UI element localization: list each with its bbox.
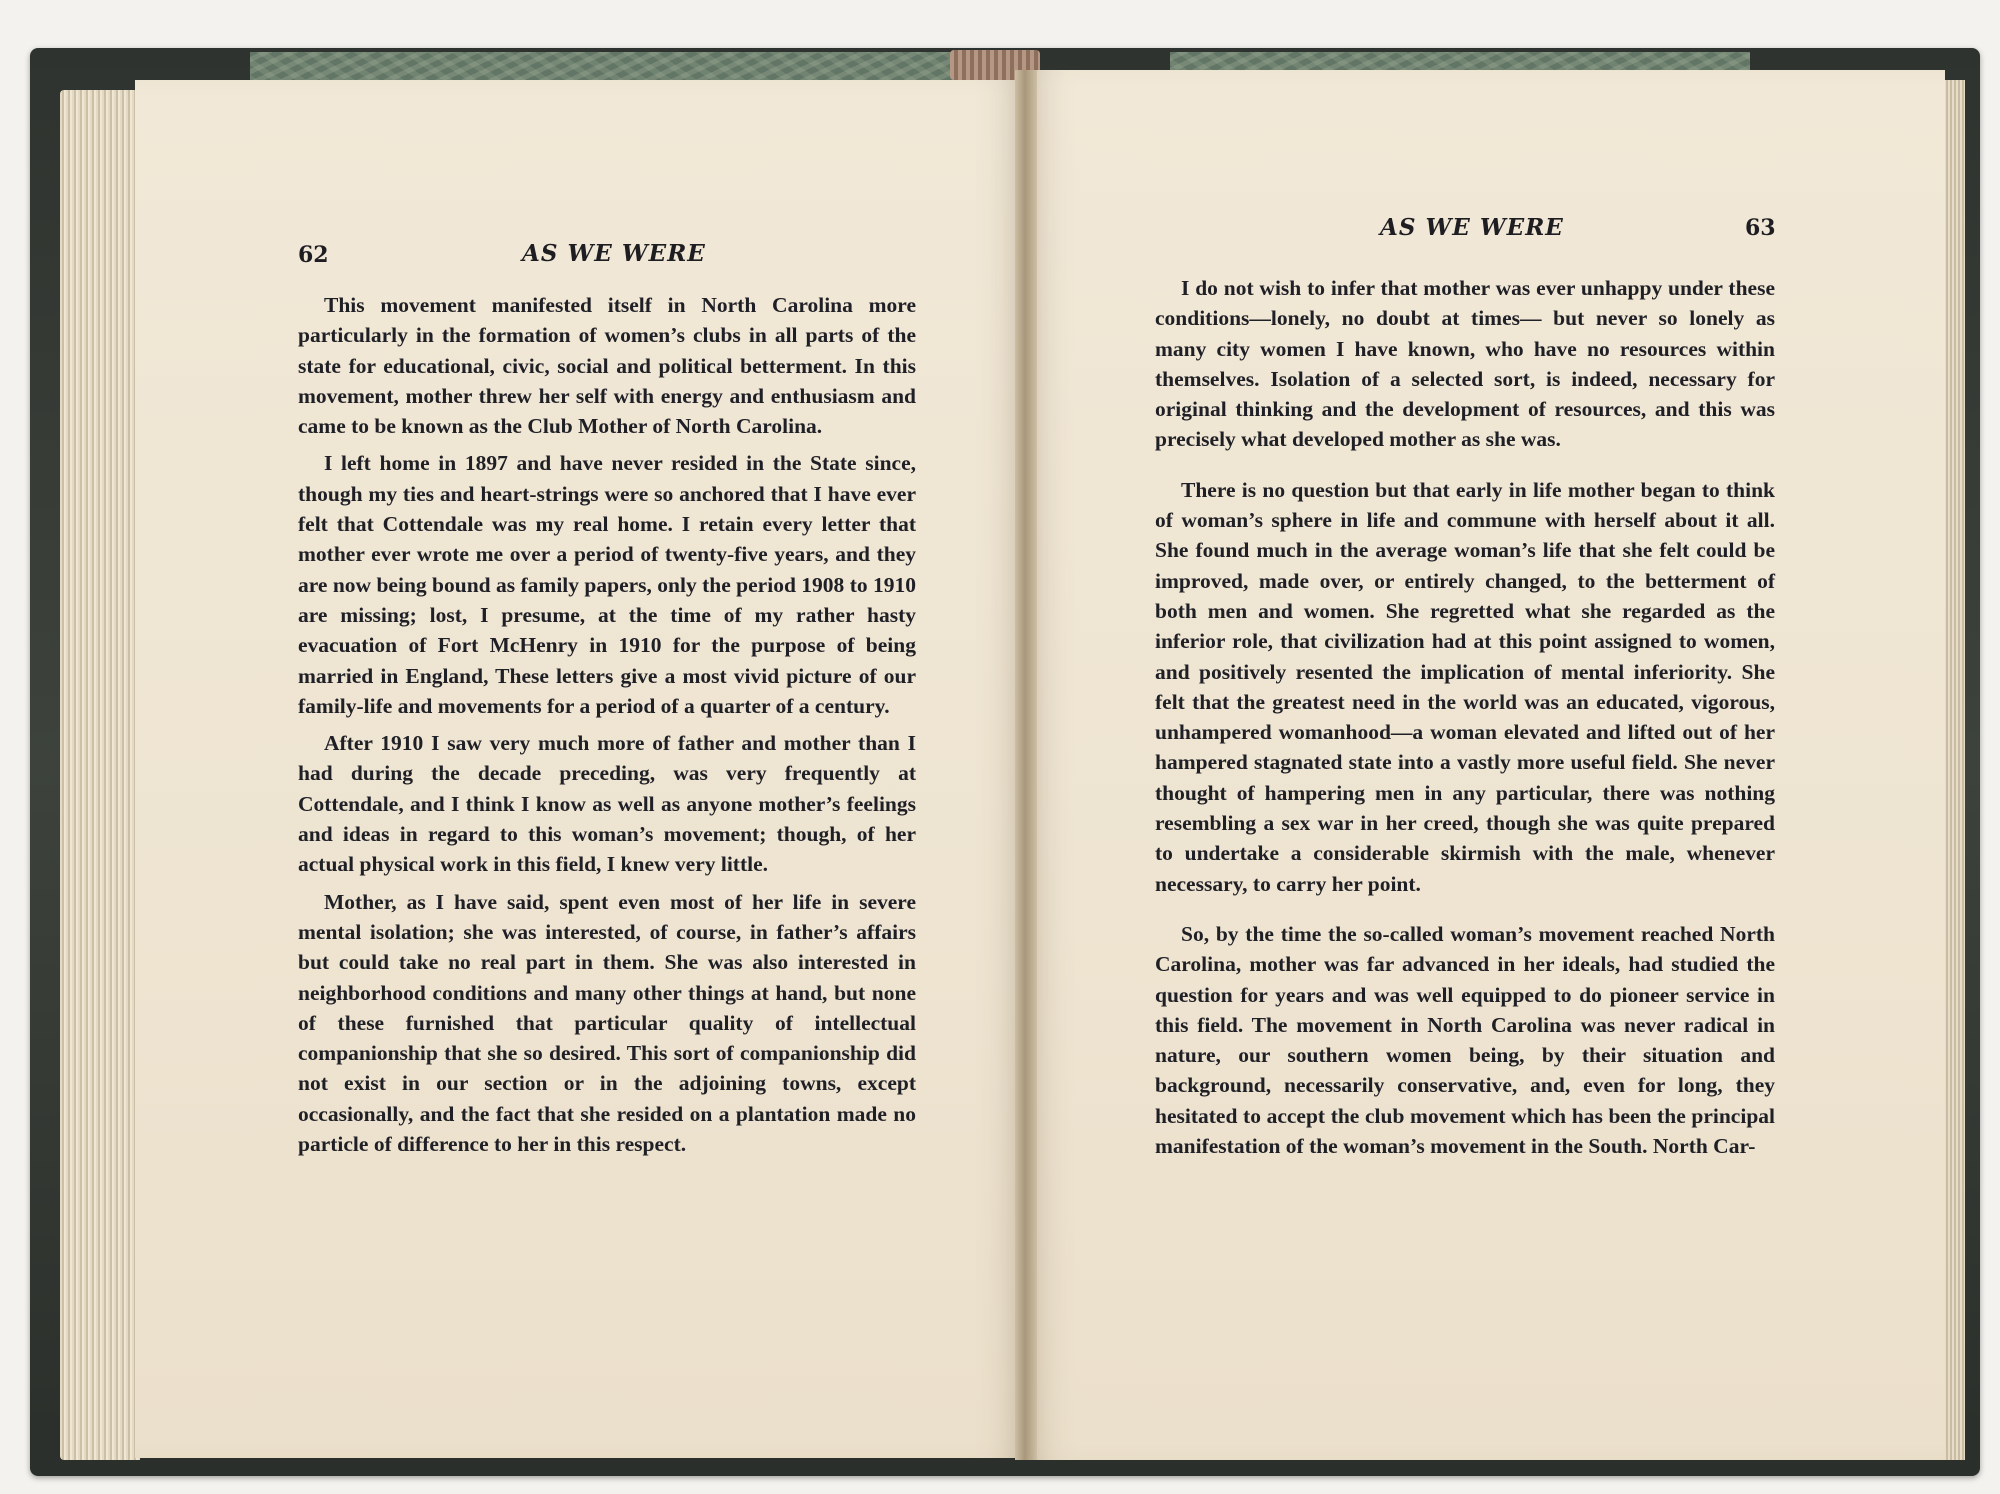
page-edges-left bbox=[60, 90, 140, 1460]
marbled-endpaper-left bbox=[250, 52, 1015, 82]
left-paragraph-3: After 1910 I saw very much more of father and mother than I had during the decade preceding, was very frequently at Cottendale, and I think I know as well as anyone mother’s feelings and ideas in regard to this woman’s movement; though, of her actual physical work in this field, I knew very little. bbox=[298, 731, 916, 877]
left-paragraph-1: This movement manifested itself in North Carolina more particularly in the formation of women’s clubs in all parts of the state for educational, civic, social and political betterment. In this movement, mother threw her self with energy and enthusiasm and came to be known as the Club Mother of North Carolina. bbox=[298, 293, 916, 439]
right-page-number: 63 bbox=[1745, 215, 1776, 241]
book-gutter bbox=[1015, 70, 1037, 1460]
right-paragraph-3: So, by the time the so-called woman’s movement reached North Carolina, mother was far advanced in her ideals, had studied the question for years and was well equipped to do pioneer service in this field. The movement in North Carolina was never radical in nature, our southern women being, by their situation and background, necessarily conservative, and, even for long, they hesitated to accept the club movement which has been the principal manifestation of the woman’s movement in the South. North Car- bbox=[1155, 921, 1775, 1159]
left-paragraph-4: Mother, as I have said, spent even most of her life in severe mental isolation; she was interested, of course, in father’s affairs but could take no real part in them. She was also interested in neighborhood conditions and many other things at hand, but none of these furnished that particular quality of intellectual companionship that she so desired. This sort of companionship did not exist in our section or in the adjoining towns, except occasionally, and the fact that she resided on a plantation made no particle of difference to her in this respect. bbox=[298, 889, 916, 1157]
left-page-number: 62 bbox=[298, 242, 329, 268]
right-paragraph-2: There is no question but that early in life mother began to think of woman’s sphere in life and commune with herself about it all. She found much in the average woman’s life that she felt could be improved, made over, or entirely changed, to the betterment of both men and women. She regretted what she regarded as the inferior role, that civilization had at this point assigned to women, and positively resented the implication of mental inferiority. She felt that the greatest need in the world was an educated, vigorous, unhampered womanhood—a woman elevated and lifted out of her hampered stagnated state into a vastly more useful field. She never thought of hampering men in any particular, there was nothing resembling a sex war in her creed, though she was quite prepared to undertake a considerable skirmish with the male, whenever necessary, to carry her point. bbox=[1155, 477, 1775, 896]
right-running-title: AS WE WERE bbox=[1380, 214, 1564, 241]
right-paragraph-1: I do not wish to infer that mother was ever unhappy under these conditions—lonely, no doubt at times— but never so lonely as many city women I have known, who have no resources within themselves. Isolation of a selected sort, is indeed, necessary for original thinking and the development of resources, and this was precisely what developed mother as she was. bbox=[1155, 276, 1775, 452]
right-page-text bbox=[1155, 273, 1775, 1161]
left-page-text bbox=[298, 290, 916, 1159]
left-paragraph-2: I left home in 1897 and have never resided in the State since, though my ties and heart-strings were so anchored that I have ever felt that Cottendale was my real home. I retain every letter that mother ever wrote me over a period of twenty-five years, and they are now being bound as family papers, only the period 1908 to 1910 are missing; lost, I presume, at the time of my rather hasty evacuation of Fort McHenry in 1910 for the purpose of being married in England, These letters give a most vivid picture of our family-life and movements for a period of a quarter of a century. bbox=[298, 451, 916, 718]
left-running-title: AS WE WERE bbox=[522, 240, 706, 267]
